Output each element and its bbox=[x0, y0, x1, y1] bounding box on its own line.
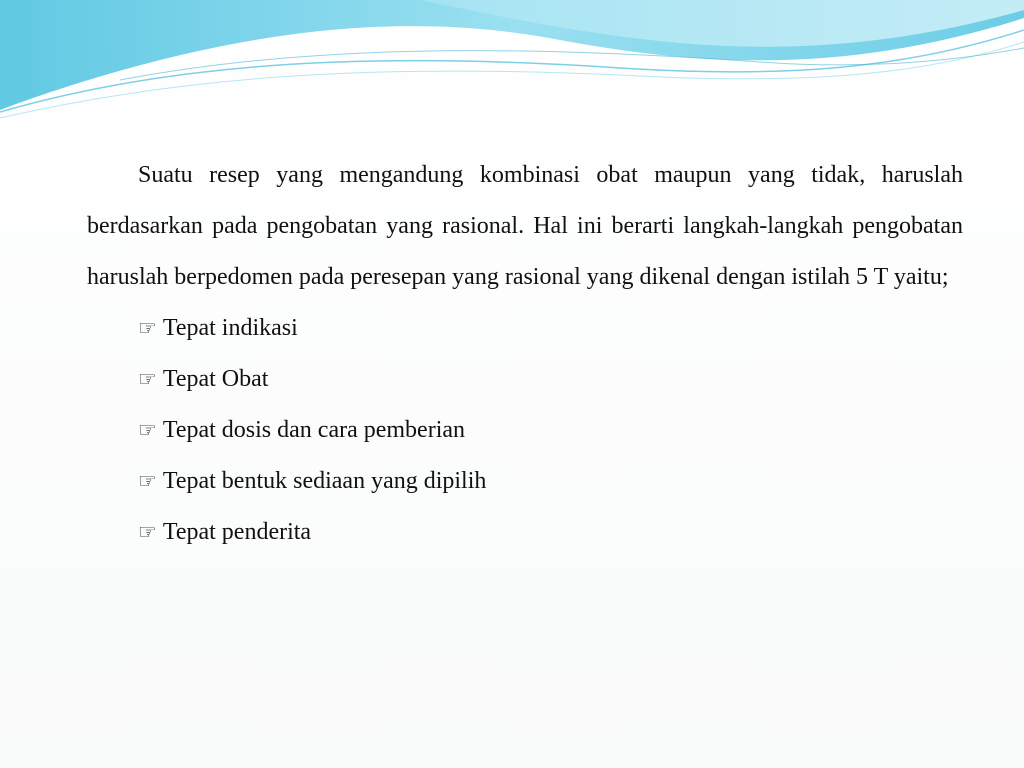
list-item bbox=[87, 456, 963, 507]
list-item-text: Tepat dosis dan cara pemberian bbox=[162, 417, 466, 443]
wave-line-3 bbox=[120, 48, 1024, 80]
list-item-text: Tepat indikasi bbox=[162, 315, 298, 341]
intro-paragraph: Suatu resep yang mengandung kombinasi obat maupun yang tidak, haruslah berdasarkan pada pengobatan yang rasional. Hal ini berarti langkah-langkah pengobatan haruslah berpedomen pada peresepan yang rasional yang dikenal dengan istilah 5 T yaitu; bbox=[87, 162, 963, 290]
list-item-text: Tepat bentuk sediaan yang dipilih bbox=[162, 468, 487, 494]
list-item bbox=[87, 507, 963, 558]
slide-body bbox=[87, 150, 963, 558]
pointing-hand-icon: ☞ bbox=[138, 367, 157, 391]
list-item-text: Tepat penderita bbox=[162, 519, 312, 545]
pointing-hand-icon: ☞ bbox=[138, 418, 157, 442]
decorative-wave-header bbox=[0, 0, 1024, 130]
pointing-hand-icon: ☞ bbox=[138, 316, 157, 340]
pointing-hand-icon: ☞ bbox=[138, 469, 157, 493]
criteria-list bbox=[87, 303, 963, 558]
list-item-text: Tepat Obat bbox=[162, 366, 269, 392]
list-item bbox=[87, 354, 963, 405]
list-item bbox=[87, 405, 963, 456]
pointing-hand-icon: ☞ bbox=[138, 520, 157, 544]
list-item bbox=[87, 303, 963, 354]
